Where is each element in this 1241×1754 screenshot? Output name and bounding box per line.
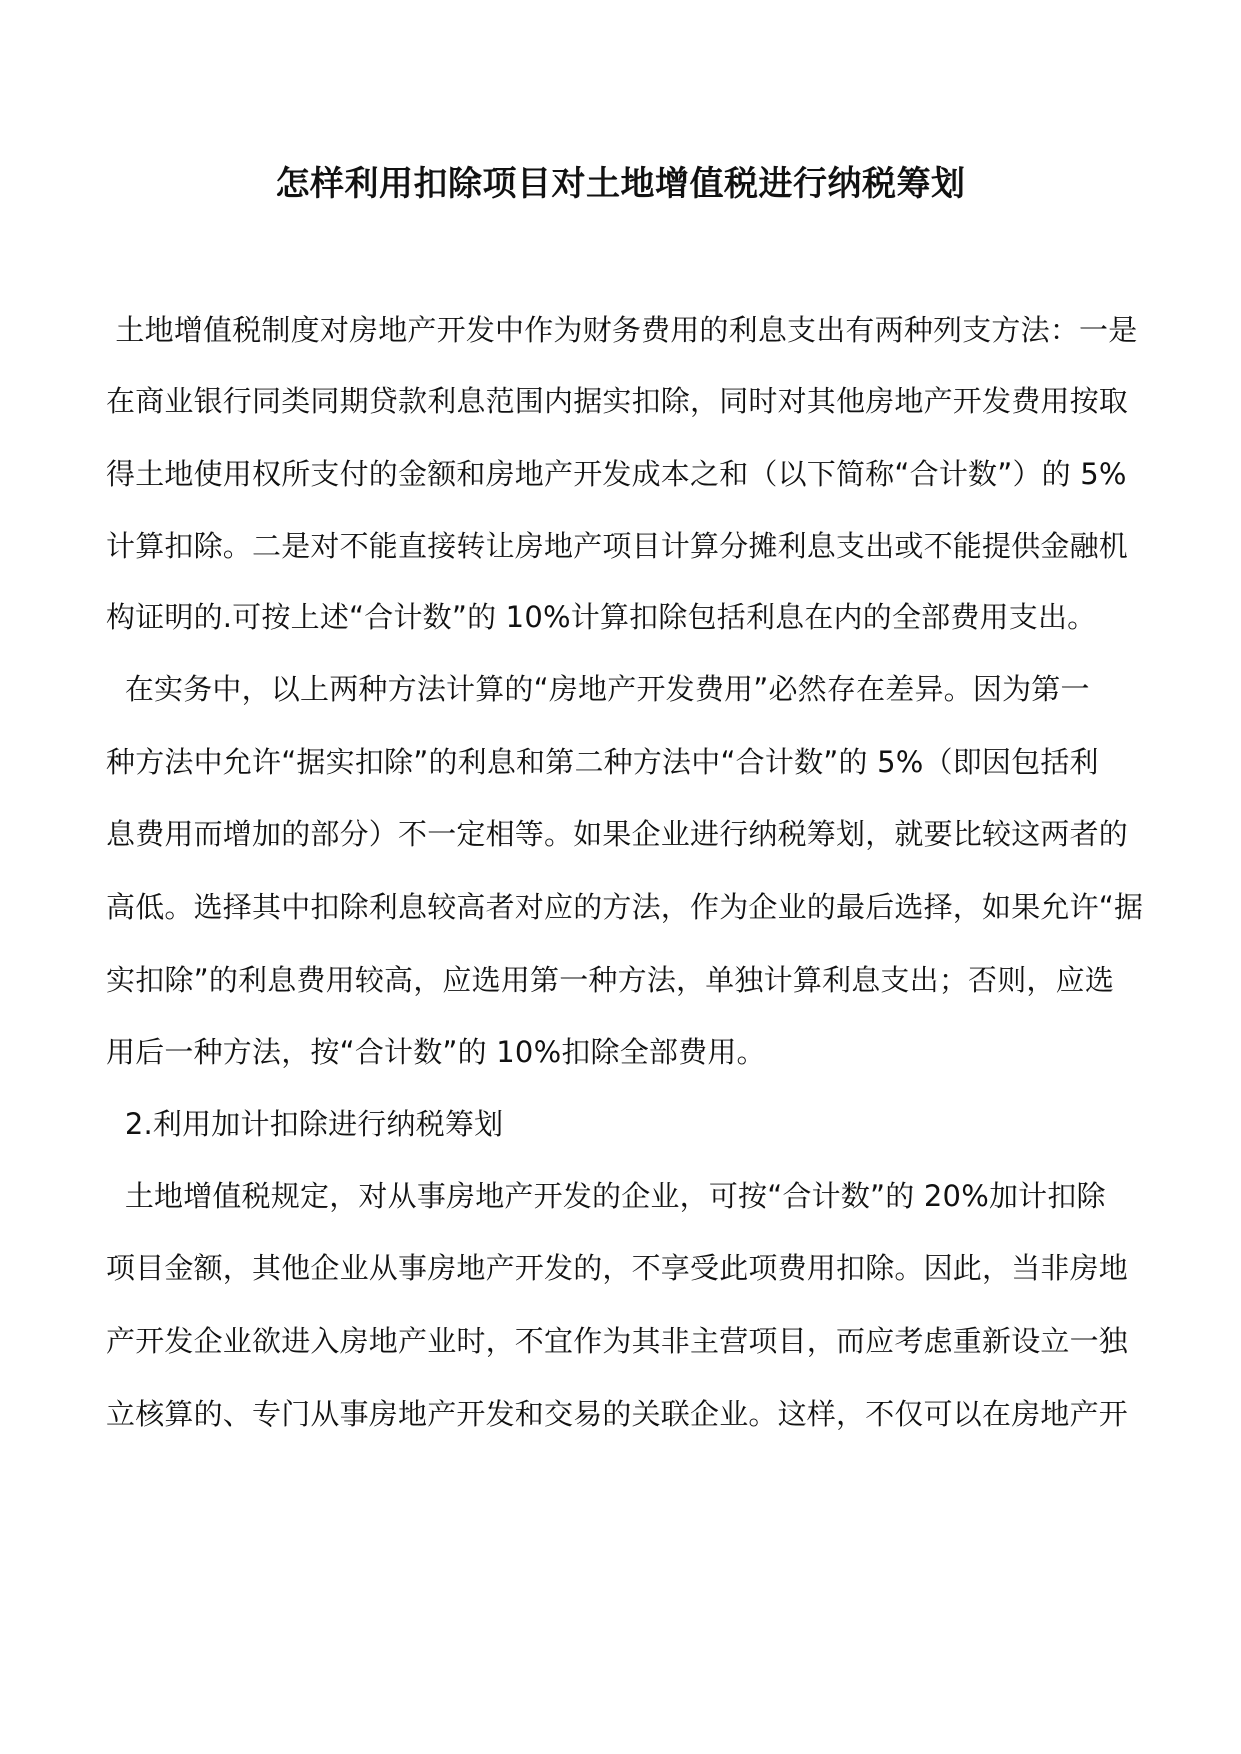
body-line: 立核算的、专门从事房地产开发和交易的关联企业。这样，不仅可以在房地产开: [106, 1397, 1129, 1431]
body-line: 项目金额，其他企业从事房地产开发的，不享受此项费用扣除。因此，当非房地: [106, 1251, 1129, 1285]
body-line: 得土地使用权所支付的金额和房地产开发成本之和（以下简称“合计数”）的 5%: [106, 457, 1127, 491]
body-line: 息费用而增加的部分）不一定相等。如果企业进行纳税筹划，就要比较这两者的: [106, 817, 1129, 851]
body-line: 计算扣除。二是对不能直接转让房地产项目计算分摊利息支出或不能提供金融机: [106, 529, 1129, 563]
document-title: 怎样利用扣除项目对土地增值税进行纳税筹划: [275, 164, 966, 204]
body-line: 种方法中允许“据实扣除”的利息和第二种方法中“合计数”的 5%（即因包括利: [106, 745, 1099, 779]
body-line: 用后一种方法，按“合计数”的 10%扣除全部费用。: [106, 1035, 766, 1069]
body-line: 构证明的.可按上述“合计数”的 10%计算扣除包括利息在内的全部费用支出。: [106, 600, 1097, 634]
body-line: 土地增值税制度对房地产开发中作为财务费用的利息支出有两种列支方法：一是: [106, 313, 1138, 347]
body-line: 在商业银行同类同期贷款利息范围内据实扣除，同时对其他房地产开发费用按取: [106, 384, 1129, 418]
body-line: 产开发企业欲进入房地产业时，不宜作为其非主营项目，而应考虑重新设立一独: [106, 1324, 1129, 1358]
body-line: 实扣除”的利息费用较高，应选用第一种方法，单独计算利息支出；否则，应选: [106, 963, 1115, 997]
body-line: 土地增值税规定，对从事房地产开发的企业，可按“合计数”的 20%加计扣除: [106, 1179, 1106, 1213]
body-line: 高低。选择其中扣除利息较高者对应的方法，作为企业的最后选择，如果允许“据: [106, 890, 1144, 924]
body-line: 在实务中，以上两种方法计算的“房地产开发费用”必然存在差异。因为第一: [106, 672, 1090, 706]
section-heading: 2.利用加计扣除进行纳税筹划: [106, 1107, 504, 1141]
